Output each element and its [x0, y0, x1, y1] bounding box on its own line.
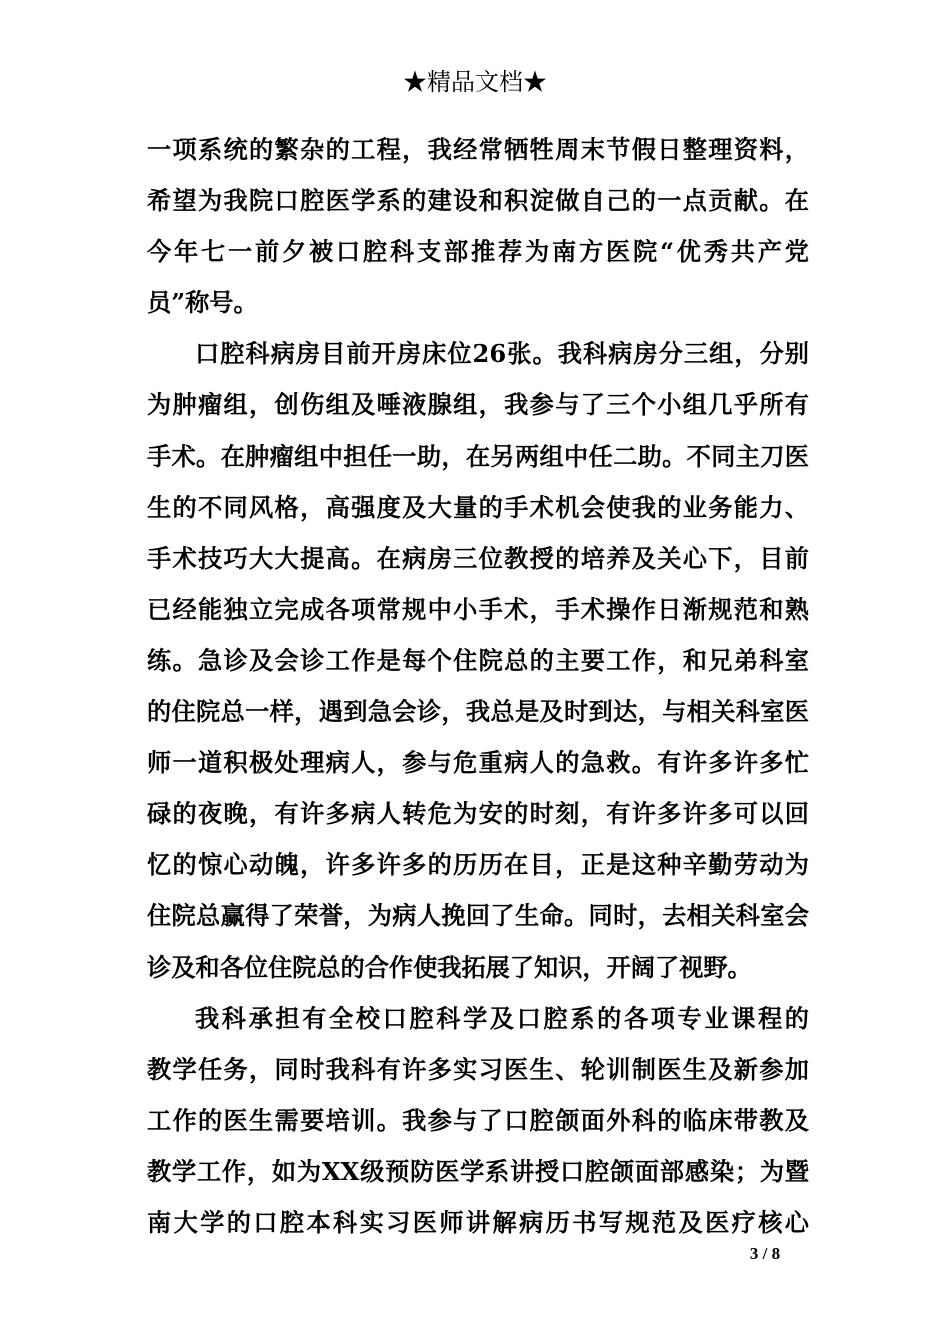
text-line: 生的不同风格，高强度及大量的手术机会使我的业务能力、 [147, 492, 809, 522]
text-line: 为肿瘤组，创伤组及唾液腺组，我参与了三个小组几乎所有 [147, 390, 809, 420]
text-line: 诊及和各位住院总的合作使我拓展了知识，开阔了视野。 [147, 952, 752, 982]
text-line: 教学工作，如为XX级预防医学系讲授口腔颌面部感染；为暨 [147, 1156, 809, 1186]
text-line: 的住院总一样，遇到急会诊，我总是及时到达，与相关科室医 [147, 697, 809, 727]
text-line: 教学任务，同时我科有许多实习医生、轮训制医生及新参加 [147, 1054, 809, 1084]
document-body [147, 124, 809, 1248]
text-line: 住院总赢得了荣誉，为病人挽回了生命。同时，去相关科室会 [147, 901, 809, 931]
text-line: 手术。在肿瘤组中担任一助，在另两组中任二助。不同主刀医 [147, 441, 809, 471]
page-number: 3 / 8 [749, 1244, 781, 1263]
text-line: 碌的夜晚，有许多病人转危为安的时刻，有许多许多可以回 [147, 799, 809, 829]
text-line: 南大学的口腔本科实习医师讲解病历书写规范及医疗核心 [147, 1207, 809, 1237]
document-header-title: ★精品文档★ [403, 68, 547, 96]
text-line: 练。急诊及会诊工作是每个住院总的主要工作，和兄弟科室 [147, 645, 809, 675]
text-line: 希望为我院口腔医学系的建设和积淀做自己的一点贡献。在 [147, 186, 809, 216]
text-line: 已经能独立完成各项常规中小手术，手术操作日渐规范和熟 [147, 594, 809, 624]
text-line: 忆的惊心动魄，许多许多的历历在目，正是这种辛勤劳动为 [147, 850, 809, 880]
text-line: 手术技巧大大提高。在病房三位教授的培养及关心下，目前 [147, 543, 809, 573]
text-line: 工作的医生需要培训。我参与了口腔颌面外科的临床带教及 [147, 1105, 809, 1135]
text-line: 一项系统的繁杂的工程，我经常牺牲周末节假日整理资料， [147, 135, 809, 164]
text-line: 今年七一前夕被口腔科支部推荐为南方医院“优秀共产党 [147, 237, 809, 267]
text-line: 我科承担有全校口腔科学及口腔系的各项专业课程的 [195, 1003, 809, 1033]
text-line: 口腔科病房目前开房床位26张。我科病房分三组，分别 [195, 339, 809, 369]
text-line: 员”称号。 [147, 288, 258, 318]
text-line: 师一道积极处理病人，参与危重病人的急救。有许多许多忙 [147, 748, 809, 778]
